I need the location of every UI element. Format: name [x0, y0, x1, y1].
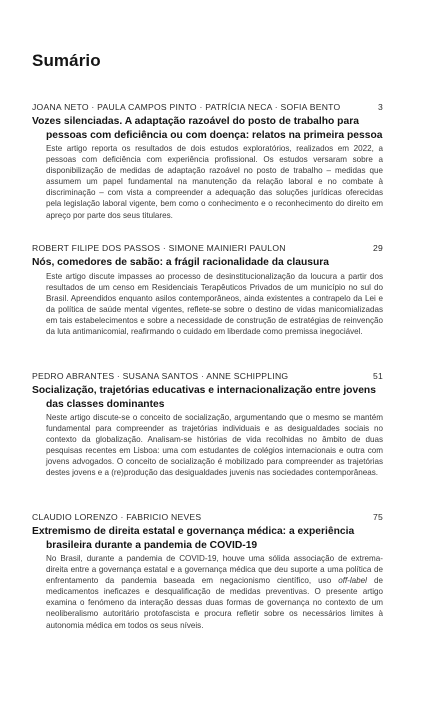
authors: PEDRO ABRANTES · SUSANA SANTOS · ANNE SCHIPPLING [32, 371, 289, 381]
page-number: 29 [372, 243, 383, 253]
page-number: 51 [372, 371, 383, 381]
article-abstract: Neste artigo discute-se o conceito de socialização, argumentando que o mesmo se mantém fundamental para compreender as trajetórias individuais e as desigualdades sociais no contexto da globalização. Analisam-se histórias de vida recolhidas no âmbito de duas pesquisas recentes em Lisboa: uma com estudantes de colégios internacionais e outra com jovens advogados. O conceito de socialização é mobilizado para compreender as trajetórias destes jovens e a (re)produção das desigualdades juvenis nas sociedades contemporâneas. [46, 413, 383, 478]
authors-line [32, 101, 383, 113]
abstract-italic-term: off-label [338, 576, 367, 586]
article-title[interactable]: Vozes silenciadas. A adaptação razoável do posto de trabalho para pessoas com deficiência ou com doença: relatos na primeira pessoa [32, 116, 383, 141]
article-abstract: Este artigo reporta os resultados de dois estudos exploratórios, realizados em 2022, a pessoas com deficiência com experiência profissional. Os estudos versaram sobre a disponibilização de medidas de adaptação razoável no posto de trabalho – medidas que assumem um papel fundamental na manutenção da relação laboral e no combate à discriminação – com vista a compreender a adequação das soluções jurídicas oferecidas pela legislação laboral vigente, bem como o conhecimento e o reconhecimento do direito em apreço por parte dos seus titulares. [46, 144, 383, 220]
authors-line [32, 370, 383, 382]
authors: CLAUDIO LORENZO · FABRICIO NEVES [32, 512, 202, 522]
page-number: 3 [377, 102, 383, 112]
page-number: 75 [372, 512, 383, 522]
authors: ROBERT FILIPE DOS PASSOS · SIMONE MAINIERI PAULON [32, 243, 286, 253]
article-title[interactable]: Nós, comedores de sabão: a frágil racionalidade da clausura [32, 257, 329, 268]
authors-line [32, 242, 383, 254]
toc-entry[interactable] [32, 511, 383, 631]
abstract-text: de medicamentos ineficazes e desqualificação de medidas preventivas. O presente artigo examina o fenómeno da interação dessas duas formas de governança no contexto de um neoliberalismo autoritário protofascista e procura refletir sobre os necessários limites à autonomia médica em todos os seus níveis. [46, 576, 383, 630]
toc-entry[interactable] [32, 370, 383, 479]
authors-line [32, 511, 383, 523]
article-title[interactable]: Socialização, trajetórias educativas e internacionalização entre jovens das classes dominantes [32, 385, 376, 410]
page-title: Sumário [32, 51, 101, 70]
authors: JOANA NETO · PAULA CAMPOS PINTO · PATRÍCIA NECA · SOFIA BENTO [32, 102, 341, 112]
toc-entry[interactable] [32, 101, 383, 221]
article-title[interactable]: Extremismo de direita estatal e governança médica: a experiência brasileira durante a pandemia de COVID-19 [32, 526, 355, 551]
article-abstract [32, 553, 383, 631]
abstract-text: No Brasil, durante a pandemia de COVID-19, houve uma sólida associação de extrema-direita entre a governança estatal e a governança médica que deu suporte a uma política de enfrentamento da pandemia baseada em negacionismo científico, uso [46, 554, 383, 586]
toc-entry[interactable] [32, 242, 383, 337]
article-abstract: Este artigo discute impasses ao processo de desinstitucionalização da loucura a partir dos resultados de um censo em Residenciais Terapêuticos Privados de um município no sul do Brasil. Apreendidos enquanto asilos contemporâneos, ainda existentes a contrapelo da Lei e da política de saúde mental vigentes, reflete-se sobre o destino de vidas manicomializadas em tais estabelecimentos e sobre a necessidade de construção de estratégias de reinvenção da luta antimanicomial, reafirmando o cuidado em liberdade como premissa inegociável. [46, 271, 383, 336]
